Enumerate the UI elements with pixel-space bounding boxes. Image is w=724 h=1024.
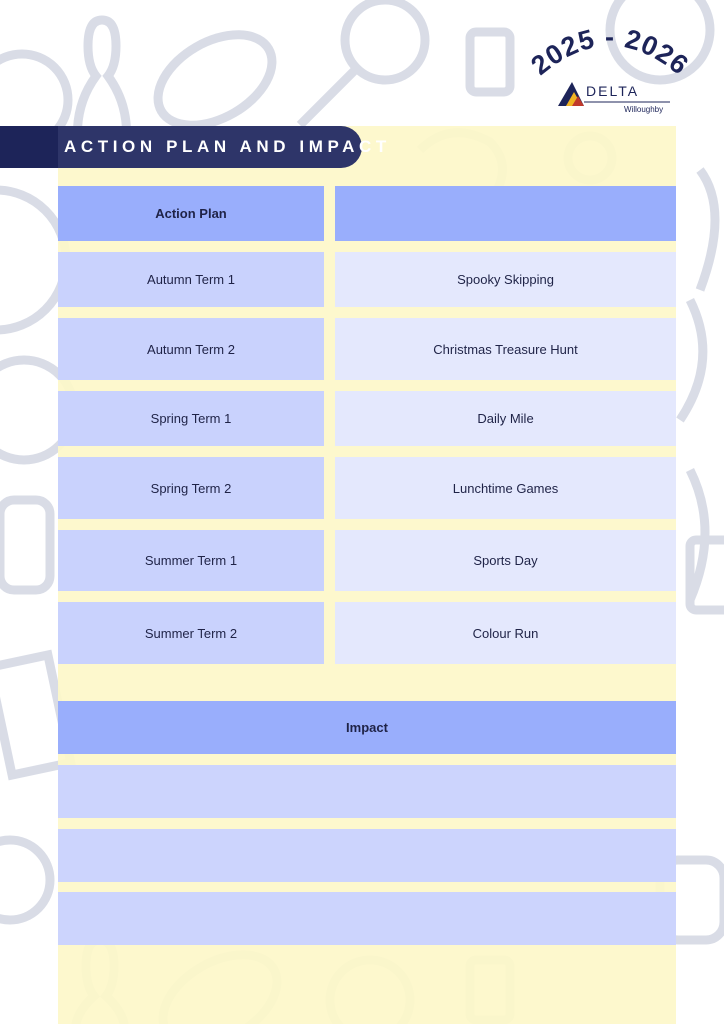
impact-row[interactable] — [58, 829, 676, 882]
banner-accent — [0, 126, 58, 168]
term-activity: Lunchtime Games — [335, 457, 676, 519]
term-label: Autumn Term 2 — [58, 318, 324, 380]
delta-logo — [518, 14, 708, 124]
rugby-ball-icon — [142, 16, 287, 144]
impact-header: Impact — [58, 701, 676, 754]
term-activity: Daily Mile — [335, 391, 676, 446]
svg-text:2025 - 2026 — [525, 22, 694, 81]
impact-row[interactable] — [58, 892, 676, 945]
page-title: ACTION PLAN AND IMPACT — [64, 137, 391, 156]
term-label: Summer Term 2 — [58, 602, 324, 664]
term-activity: Colour Run — [335, 602, 676, 664]
year-range: 2025 - 2026 — [525, 22, 695, 81]
delta-subtitle: Willoughby — [624, 105, 664, 114]
term-activity: Christmas Treasure Hunt — [335, 318, 676, 380]
action-plan-header-right — [335, 186, 676, 241]
tennis-racket-icon — [345, 0, 425, 80]
racket-handle-icon — [680, 300, 703, 420]
delta-name: DELTA — [586, 83, 640, 99]
dumbbell-icon-2 — [0, 500, 50, 590]
action-plan-header: Action Plan — [58, 186, 324, 241]
stopwatch-icon — [0, 840, 50, 920]
term-label: Autumn Term 1 — [58, 252, 324, 307]
dumbbell-icon — [470, 32, 510, 92]
term-label: Spring Term 1 — [58, 391, 324, 446]
impact-row[interactable] — [58, 765, 676, 818]
delta-triangle-icon — [558, 82, 584, 106]
term-activity: Spooky Skipping — [335, 252, 676, 307]
basketball-icon — [0, 190, 66, 330]
term-activity: Sports Day — [335, 530, 676, 591]
term-label: Summer Term 1 — [58, 530, 324, 591]
term-label: Spring Term 2 — [58, 457, 324, 519]
